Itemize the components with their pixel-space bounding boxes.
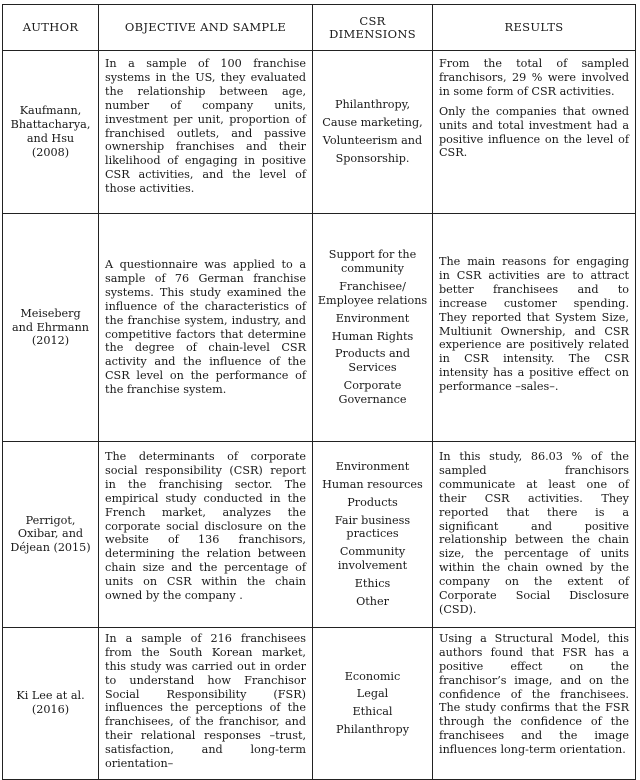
dimension-item: Ethics [354,577,391,591]
table-row [3,627,636,779]
results-cell [433,51,636,214]
dimension-item: Philanthropy, [334,98,411,112]
author-cell [3,214,99,442]
objective-cell: The determinants of corporate social responsibility (CSR) report in the franchising sector. The empirical study conducted in the French market, analyzes the corporate social disclosure on the website of 136 franchisors, determining the relation between chain size and the percentage of units on CSR within the chain owned by the company . [99,442,313,628]
header-csr-line1: CSR [359,13,386,28]
dimension-item: Franchisee/ Employee relations [317,279,428,307]
dimension-item: Philanthropy [335,723,410,737]
dimension-item: Other [356,595,389,609]
results-paragraph: In this study, 86.03 % of the sampled franchisors communicate at least one of their CSR activities. They reported that there is a significant and positive relationship between the chain size, the percentage of units within the chain owned by the company on the extent of Corporate Social Disclosure (CSD). [439,450,629,616]
dimension-item: Economic [344,669,401,683]
results-paragraph: The main reasons for engaging in CSR activities are to attract better franchisees and to increase customer spending. They reported that System Size, Multiunit Ownership, and CSR experience are positively related in CSR intensity. The CSR intensity has a positive effect on performance –sales–. [439,254,629,394]
header-csr-line2: DIMENSIONS [329,26,416,41]
header-author: AUTHOR [3,5,99,51]
author-line: and Hsu [26,132,75,145]
dimension-item: Environment [335,459,410,473]
dimensions-cell [313,214,433,442]
author-line: Meiseberg [20,306,81,320]
dimensions-cell [313,51,433,214]
objective-cell: In a sample of 216 franchisees from the South Korean market, this study was carried out in order to understand how Franchisor Social Responsibility (FSR) influences the perceptions of the franchisees, of the franchisor, and their relational responses –trust, satisfaction, and long-term orientation– [99,627,313,779]
author-line: and Ehrmann [11,320,89,334]
dimensions-cell [313,627,433,779]
author-cell [3,51,99,214]
dimension-item: Support for the community [328,247,417,275]
author-cell [3,627,99,779]
dimension-item: Products [347,495,398,509]
table-row [3,51,636,214]
dimension-item: Products and Services [334,347,411,375]
csr-literature-table-container [2,4,635,780]
dimension-item: Volunteerism and [322,134,423,147]
results-cell [433,627,636,779]
results-cell [433,442,636,628]
author-line: Ki Lee at al. [16,689,85,703]
results-paragraph: Only the companies that owned units and total investment had a positive influence on the level of CSR. [439,104,629,160]
dimension-item: Corporate Governance [338,379,407,407]
author-line: (2016) [31,703,70,717]
csr-literature-table [2,4,636,780]
author-line: Kaufmann, [19,104,82,118]
header-row [3,5,636,51]
objective-cell: A questionnaire was applied to a sample of 76 German franchise systems. This study examined the influence of the characteristics of the franchise system, industry, and competitive factors that determine the degree of chain-level CSR activity and the influence of the CSR level on the performance of the franchise system. [99,214,313,442]
author-line: (2012) [31,334,70,348]
author-line: Déjean (2015) [10,541,91,555]
author-cell [3,442,99,628]
dimension-item: Fair business practices [334,513,411,541]
dimensions-cell [313,442,433,628]
header-objective: OBJECTIVE AND SAMPLE [99,5,313,51]
author-line: Perrigot, [25,513,76,527]
dimension-item: Human resources [322,477,423,491]
author-line: (2008) [31,145,70,159]
dimension-item: Human Rights [331,329,414,343]
objective-cell: In a sample of 100 franchise systems in the US, they evaluated the relationship between age, number of company units, investment per unit, proportion of franchised outlets, and passive ownership franchises and their likelihood of engaging in positive CSR activities, and the level of those activities. [99,51,313,214]
dimension-item: Legal [356,687,389,701]
header-csr-dimensions [313,5,433,51]
dimension-item: Ethical [352,705,393,719]
results-paragraph: Using a Structural Model, this authors found that FSR has a positive effect on the franchisor’s image, and on the confidence of the franchisees. The study confirms that the FSR through the confidence of the franchisees and the image influences long-term orientation. [439,631,629,757]
author-line: Oxibar, and [17,527,84,541]
table-row [3,214,636,442]
dimension-item: Community involvement [337,545,408,573]
dimension-item: Cause marketing, [322,116,423,130]
results-cell [433,214,636,442]
table-row [3,442,636,628]
dimension-item: Environment [335,311,410,325]
dimension-item: Sponsorship. [335,151,410,165]
header-results: RESULTS [433,5,636,51]
results-paragraph: From the total of sampled franchisors, 29 % were involved in some form of CSR activities. [439,57,629,98]
author-line: Bhattacharya, [10,118,91,132]
